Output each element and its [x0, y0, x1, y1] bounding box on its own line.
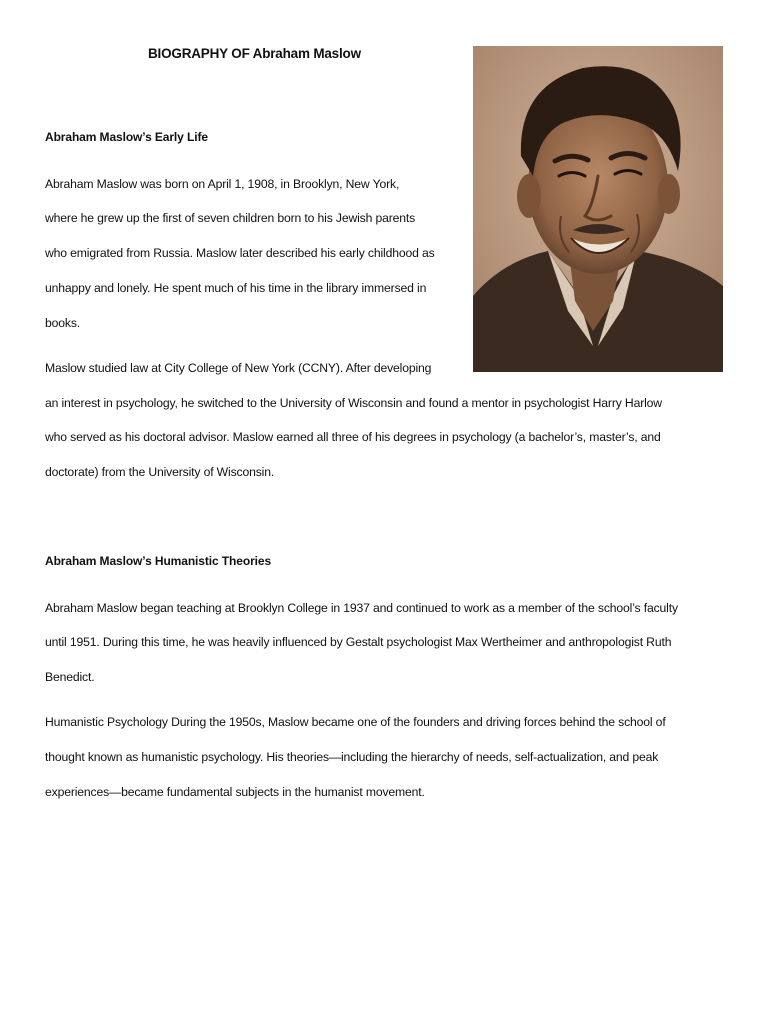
section-heading-early-life: Abraham Maslow’s Early Life [45, 130, 208, 144]
section-heading-humanistic-theories: Abraham Maslow’s Humanistic Theories [45, 554, 272, 568]
paragraph-line: Abraham Maslow began teaching at Brooklyn College in 1937 and continued to work as a member of the school’s faculty [45, 601, 678, 615]
paragraph-line: who served as his doctoral advisor. Maslow earned all three of his degrees in psychology (a bachelor’s, master’s, and [45, 430, 661, 444]
portrait-photo [473, 46, 723, 372]
portrait-illustration [473, 46, 723, 372]
paragraph-line: where he grew up the first of seven children born to his Jewish parents [45, 211, 416, 225]
paragraph-line: who emigrated from Russia. Maslow later described his early childhood as [45, 246, 435, 260]
paragraph-line: Benedict. [45, 670, 95, 684]
document-title: BIOGRAPHY OF Abraham Maslow [148, 46, 361, 61]
paragraph-line: Maslow studied law at City College of New York (CCNY). After developing [45, 361, 432, 375]
paragraph-line: experiences—became fundamental subjects in the humanist movement. [45, 785, 425, 799]
paragraph-line: an interest in psychology, he switched to the University of Wisconsin and found a mentor in psychologist Harry Harlow [45, 396, 662, 410]
paragraph-line: Humanistic Psychology During the 1950s, Maslow became one of the founders and driving forces behind the school of [45, 715, 666, 729]
paragraph-line: books. [45, 316, 81, 330]
paragraph-line: Abraham Maslow was born on April 1, 1908, in Brooklyn, New York, [45, 177, 400, 191]
paragraph-line: doctorate) from the University of Wisconsin. [45, 465, 275, 479]
paragraph-line: unhappy and lonely. He spent much of his time in the library immersed in [45, 281, 427, 295]
paragraph-line: until 1951. During this time, he was heavily influenced by Gestalt psychologist Max Wertheimer and anthropologist Ruth [45, 635, 672, 649]
paragraph-line: thought known as humanistic psychology. His theories—including the hierarchy of needs, self-actualization, and peak [45, 750, 659, 764]
